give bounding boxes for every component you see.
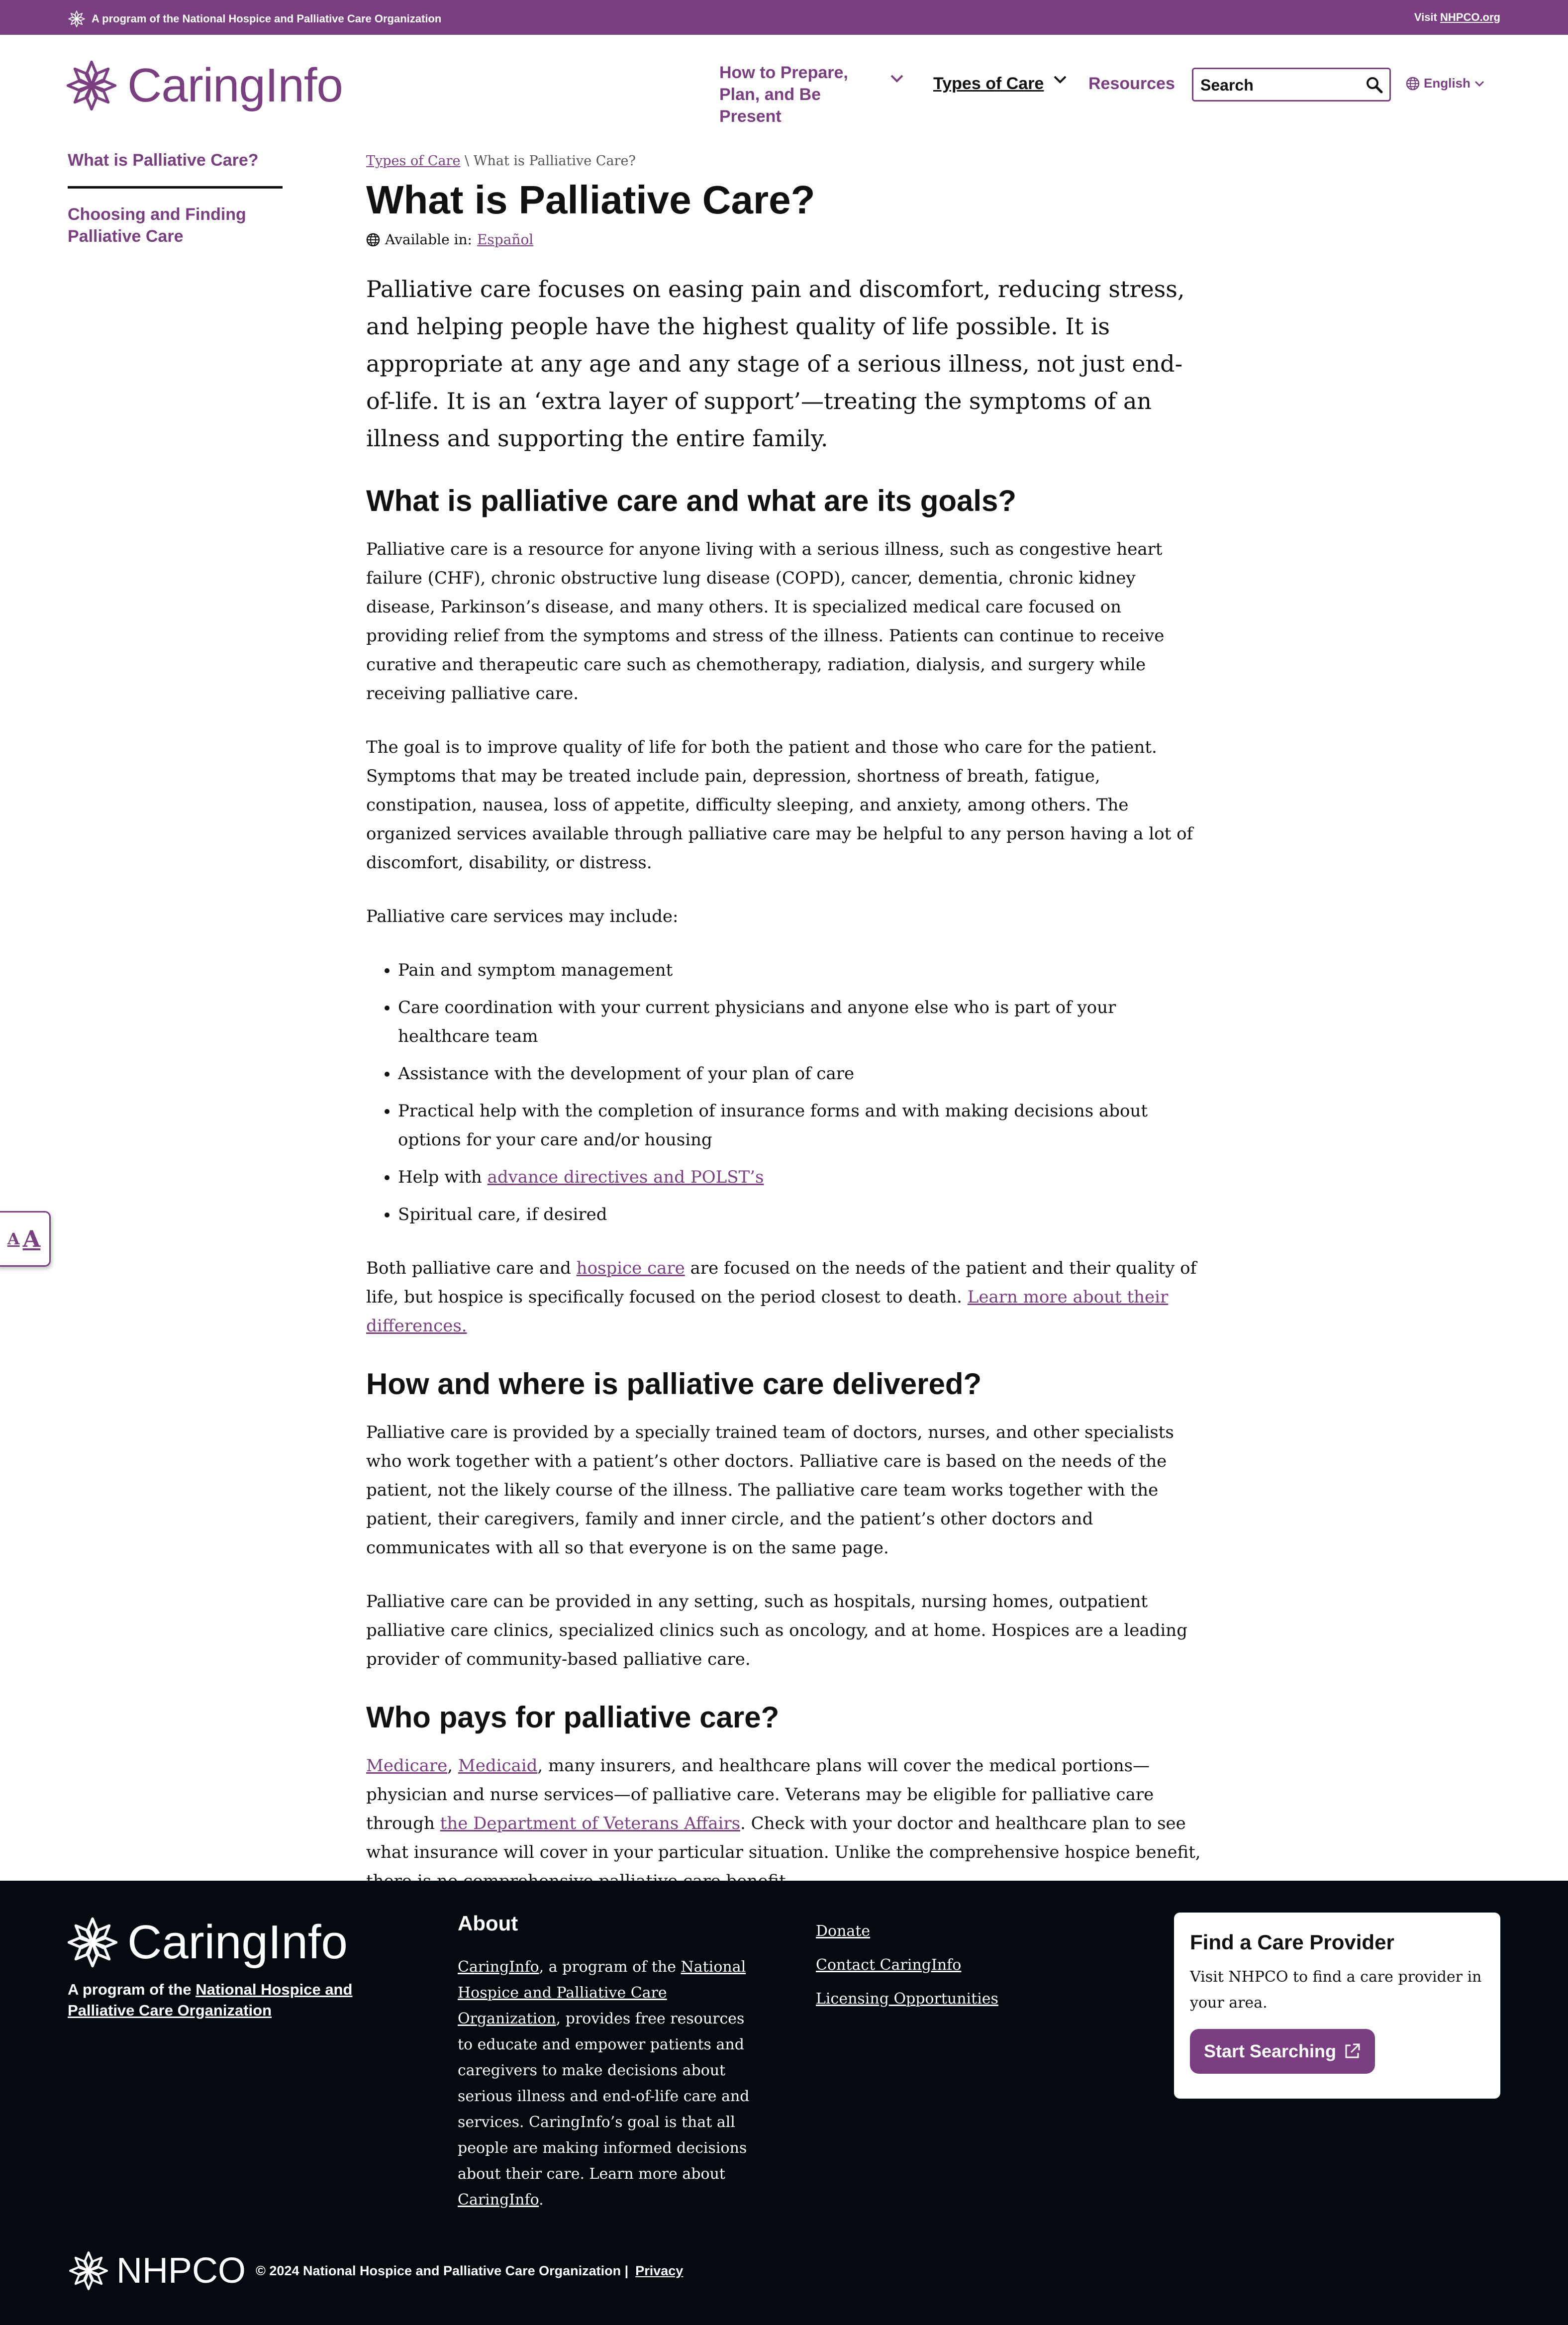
font-size-widget bbox=[0, 1211, 51, 1267]
breadcrumb bbox=[366, 149, 1207, 173]
decrease-font-button[interactable]: A bbox=[7, 1229, 20, 1248]
espanol-link[interactable]: Español bbox=[477, 231, 534, 248]
section-heading-goals: What is palliative care and what are its goals? bbox=[366, 484, 1017, 517]
caringinfo-learn-more-link[interactable]: CaringInfo bbox=[458, 2191, 539, 2209]
sidebar-item-what-is-palliative-care[interactable]: What is Palliative Care? bbox=[68, 149, 283, 189]
list-item-text: Help with bbox=[398, 1167, 488, 1187]
nhpco-about-link[interactable]: National Hospice and Palliative Care Organization bbox=[458, 1958, 746, 2027]
veterans-affairs-link[interactable]: the Department of Veterans Affairs bbox=[440, 1814, 741, 1833]
visit-nhpco bbox=[1414, 11, 1500, 24]
caringinfo-link[interactable]: CaringInfo bbox=[458, 1958, 539, 1976]
nav-how-to-prepare[interactable]: How to Prepare, Plan, and Be Present bbox=[719, 63, 848, 126]
site-footer bbox=[0, 1881, 1568, 2325]
delivery-paragraph-1: Palliative care is provided by a specially trained team of doctors, nurses, and other specialists who work together with a patient’s other doctors. Palliative care is based on the needs of the patient, not the likely course of the illness. The palliative care team works together with the patient, their caregivers, family and inner circle, and the patient’s other doctors and communicates with all so that everyone is on the same page. bbox=[366, 1422, 1174, 1558]
about-heading: About bbox=[458, 1912, 518, 1935]
visit-prefix: Visit bbox=[1414, 11, 1440, 23]
search-box bbox=[1192, 68, 1391, 101]
list-item: • Care coordination with your current physicians and anyone else who is part of your healthcare team bbox=[398, 993, 1207, 1051]
paragraph-text: , many insurers, and healthcare plans will cover the medical portions—physician and nurse services—of palliative care. Veterans may be eligible for palliative care through bbox=[366, 1756, 1154, 1833]
nhpco-link[interactable]: NHPCO.org bbox=[1440, 11, 1500, 23]
payment-paragraph bbox=[366, 1751, 1207, 1896]
breadcrumb-separator: \ bbox=[460, 153, 474, 169]
medicare-link[interactable]: Medicare bbox=[366, 1756, 448, 1776]
find-provider-text: Visit NHPCO to find a care provider in your area. bbox=[1190, 1968, 1482, 2012]
about-text-part: , provides free resources to educate and empower patients and caregivers to make decisions about serious illness and end-of-life care and services. CaringInfo’s goal is that all people are making informed decisions about their care. Learn more about bbox=[458, 2010, 750, 2183]
find-provider-heading: Find a Care Provider bbox=[1190, 1930, 1394, 1954]
nhpco-flower-icon bbox=[68, 10, 86, 28]
globe-icon bbox=[366, 233, 380, 247]
start-searching-label: Start Searching bbox=[1203, 2041, 1337, 2061]
list-item: • Pain and symptom management bbox=[398, 956, 1207, 985]
chevron-down-icon[interactable] bbox=[890, 75, 903, 83]
footer-caringinfo-logo[interactable] bbox=[66, 1916, 348, 1969]
list-item: • Practical help with the completion of insurance forms and with making decisions about options for your care and/or housing bbox=[398, 1097, 1207, 1154]
caringinfo-flower-icon bbox=[66, 1916, 119, 1969]
available-label: Available in: bbox=[385, 231, 472, 248]
nhpco-logo[interactable]: NHPCO bbox=[116, 2251, 246, 2291]
breadcrumb-types-of-care[interactable]: Types of Care bbox=[366, 153, 461, 169]
learn-differences-link[interactable]: Learn more about their differences. bbox=[366, 1287, 1169, 1336]
list-item: • Spiritual care, if desired bbox=[398, 1200, 1207, 1229]
about-text-part: , a program of the bbox=[539, 1958, 681, 1976]
top-banner bbox=[0, 0, 1568, 35]
contact-link[interactable]: Contact CaringInfo bbox=[816, 1956, 962, 1974]
footer-logo-wordmark: CaringInfo bbox=[127, 1916, 348, 1969]
about-text-part: . bbox=[539, 2191, 544, 2209]
paragraph-text: are focused on the needs of the patient and their quality of life, but hospice is specifically focused on the period closest to death. bbox=[366, 1258, 1197, 1307]
nav-types-of-care[interactable]: Types of Care bbox=[933, 74, 1044, 93]
globe-icon bbox=[1406, 77, 1420, 91]
goals-paragraph-2: The goal is to improve quality of life for both the patient and those who care for the patient. Symptoms that may be treated include pain, depression, shortness of breath, fatigue, constipation, nausea, loss of appetite, difficulty sleeping, and anxiety, among others. The organized services available through palliative care may be helpful to any person having a lot of discomfort, disability, or distress. bbox=[366, 737, 1193, 873]
section-sidebar bbox=[68, 149, 283, 247]
available-languages bbox=[366, 225, 1207, 255]
footer-bottom bbox=[68, 2250, 683, 2292]
donate-link[interactable]: Donate bbox=[816, 1922, 871, 1940]
list-item: • Assistance with the development of your plan of care bbox=[398, 1059, 1207, 1088]
sidebar-item-choosing-and-finding[interactable]: Choosing and Finding Palliative Care bbox=[68, 205, 246, 246]
hospice-comparison-paragraph bbox=[366, 1254, 1207, 1340]
logo-wordmark: CaringInfo bbox=[127, 59, 343, 112]
breadcrumb-current: What is Palliative Care? bbox=[473, 153, 636, 169]
intro-paragraph: Palliative care focuses on easing pain and discomfort, reducing stress, and helping people have the highest quality of life possible. It is appropriate at any age and any stage of a serious illness, not just end-of-life. It is an ‘extra layer of support’—treating the symptoms of an illness and supporting the entire family. bbox=[366, 276, 1185, 452]
nhpco-footer-link[interactable]: National Hospice and Palliative Care Organization bbox=[68, 1981, 353, 2019]
privacy-link[interactable]: Privacy bbox=[635, 2263, 684, 2278]
footer-program-notice bbox=[68, 1979, 376, 2021]
start-searching-button[interactable] bbox=[1190, 2029, 1375, 2074]
section-heading-payment: Who pays for palliative care? bbox=[366, 1701, 780, 1734]
section-heading-delivery: How and where is palliative care delivered? bbox=[366, 1367, 982, 1401]
services-intro: Palliative care services may include: bbox=[366, 907, 679, 926]
footer-links bbox=[816, 1915, 998, 2016]
nav-resources[interactable]: Resources bbox=[1088, 74, 1175, 93]
increase-font-button[interactable]: A bbox=[22, 1225, 41, 1252]
medicaid-link[interactable]: Medicaid bbox=[458, 1756, 538, 1776]
licensing-link[interactable]: Licensing Opportunities bbox=[816, 1990, 998, 2008]
find-provider-card bbox=[1174, 1913, 1500, 2099]
search-input[interactable] bbox=[1199, 74, 1364, 96]
search-icon[interactable] bbox=[1366, 76, 1383, 94]
chevron-down-icon[interactable] bbox=[1054, 76, 1067, 84]
program-notice bbox=[68, 10, 441, 28]
nhpco-flower-icon bbox=[68, 2250, 109, 2292]
caringinfo-logo[interactable] bbox=[65, 59, 343, 112]
program-text: A program of the National Hospice and Palliative Care Organization bbox=[92, 12, 442, 25]
paragraph-text: , bbox=[447, 1756, 458, 1776]
main-content bbox=[366, 149, 1207, 1969]
goals-paragraph-1: Palliative care is a resource for anyone living with a serious illness, such as congestive heart failure (CHF), chronic obstructive lung disease (COPD), cancer, dementia, chronic kidney disease, Parkinson’s disease, and many others. It is specialized medical care focused on providing relief from the symptoms and stress of the illness. Patients can continue to receive curative and therapeutic care such as chemotherapy, radiation, dialysis, and surgery while receiving palliative care. bbox=[366, 539, 1165, 704]
list-item bbox=[398, 1163, 1207, 1192]
language-label: English bbox=[1424, 76, 1470, 91]
external-link-icon bbox=[1343, 2042, 1361, 2060]
about-text bbox=[458, 1954, 759, 2213]
services-list bbox=[366, 956, 1207, 1229]
paragraph-text: Both palliative care and bbox=[366, 1258, 577, 1278]
hospice-care-link[interactable]: hospice care bbox=[576, 1258, 685, 1278]
copyright: © 2024 National Hospice and Palliative Care Organization | bbox=[256, 2263, 629, 2278]
chevron-down-icon bbox=[1474, 81, 1484, 87]
advance-directives-link[interactable]: advance directives and POLST’s bbox=[487, 1167, 764, 1187]
delivery-paragraph-2: Palliative care can be provided in any setting, such as hospitals, nursing homes, outpatient palliative care clinics, specialized clinics such as oncology, and at home. Hospices are a leading provider of community-based palliative care. bbox=[366, 1592, 1187, 1669]
language-selector[interactable] bbox=[1406, 76, 1484, 91]
caringinfo-flower-icon bbox=[65, 59, 118, 112]
program-prefix: A program of the bbox=[68, 1981, 196, 1998]
page-title: What is Palliative Care? bbox=[366, 178, 815, 222]
paragraph-text: . Check with your doctor and healthcare plan to see what insurance will cover in your particular situation. Unlike the comprehensive hospice benefit, bbox=[366, 1814, 1201, 1862]
